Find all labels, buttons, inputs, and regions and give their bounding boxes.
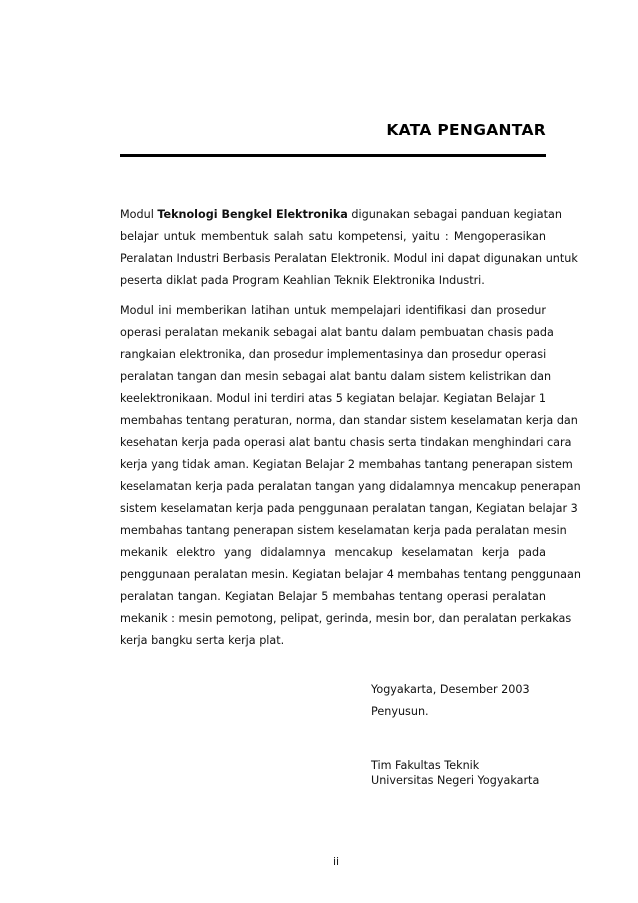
page-title: KATA PENGANTAR	[386, 121, 546, 139]
page-number: ii	[333, 855, 340, 868]
paragraph-2-line: penggunaan peralatan mesin. Kegiatan belajar 4 membahas tentang penggunaan	[120, 568, 581, 581]
closing-block	[371, 679, 530, 723]
paragraph-1-line: Peralatan Industri Berbasis Peralatan Elektronik. Modul ini dapat digunakan untuk	[120, 252, 578, 265]
module-name: Teknologi Bengkel Elektronika	[157, 208, 348, 221]
paragraph-2-line: keselamatan kerja pada peralatan tangan yang didalamnya mencakup penerapan	[120, 480, 581, 493]
team-line-2: Universitas Negeri Yogyakarta	[371, 774, 540, 787]
paragraph-1-line: belajar untuk membentuk salah satu kompetensi, yaitu : Mengoperasikan	[120, 230, 546, 243]
paragraph-gap	[120, 292, 546, 300]
title-rule	[120, 154, 546, 157]
paragraph-2-line: Modul ini memberikan latihan untuk mempelajari identifikasi dan prosedur	[120, 304, 546, 317]
paragraph-2-line: mekanik : mesin pemotong, pelipat, gerinda, mesin bor, dan peralatan perkakas	[120, 612, 572, 625]
paragraph-1-prefix: Modul	[120, 208, 158, 221]
paragraph-2-line: peralatan tangan. Kegiatan Belajar 5 membahas tentang operasi peralatan	[120, 590, 546, 603]
paragraph-2-line: peralatan tangan dan mesin sebagai alat bantu dalam sistem kelistrikan dan	[120, 370, 552, 383]
signer-label: Penyusun.	[371, 705, 429, 718]
paragraph-2-line: operasi peralatan mekanik sebagai alat bantu dalam pembuatan chasis pada	[120, 326, 554, 339]
paragraph-2-line: kerja yang tidak aman. Kegiatan Belajar 2 membahas tantang penerapan sistem	[120, 458, 573, 471]
paragraph-1-suffix: digunakan sebagai panduan kegiatan	[347, 208, 562, 221]
paragraph-2-line: membahas tantang penerapan sistem keselamatan kerja pada peralatan mesin	[120, 524, 567, 537]
place-date: Yogyakarta, Desember 2003	[371, 683, 530, 696]
paragraph-2-line: kesehatan kerja pada operasi alat bantu chasis serta tindakan menghindari cara	[120, 436, 572, 449]
paragraph-2-line: kerja bangku serta kerja plat.	[120, 634, 285, 647]
paragraph-2-line: sistem keselamatan kerja pada penggunaan peralatan tangan, Kegiatan belajar 3	[120, 502, 578, 515]
paragraph-2-line: rangkaian elektronika, dan prosedur implementasinya dan prosedur operasi	[120, 348, 547, 361]
author-team	[371, 758, 539, 788]
paragraph-2-line: keelektronikaan. Modul ini terdiri atas 5 kegiatan belajar. Kegiatan Belajar 1	[120, 392, 546, 405]
paragraph-1-line-1	[120, 204, 562, 226]
paragraph-2-line: membahas tentang peraturan, norma, dan standar sistem keselamatan kerja dan	[120, 414, 578, 427]
body-text	[120, 204, 581, 652]
paragraph-1-line: peserta diklat pada Program Keahlian Teknik Elektronika Industri.	[120, 274, 485, 287]
team-line-1: Tim Fakultas Teknik	[371, 759, 480, 772]
paragraph-2-line: mekanik elektro yang didalamnya mencakup keselamatan kerja pada	[120, 546, 546, 559]
